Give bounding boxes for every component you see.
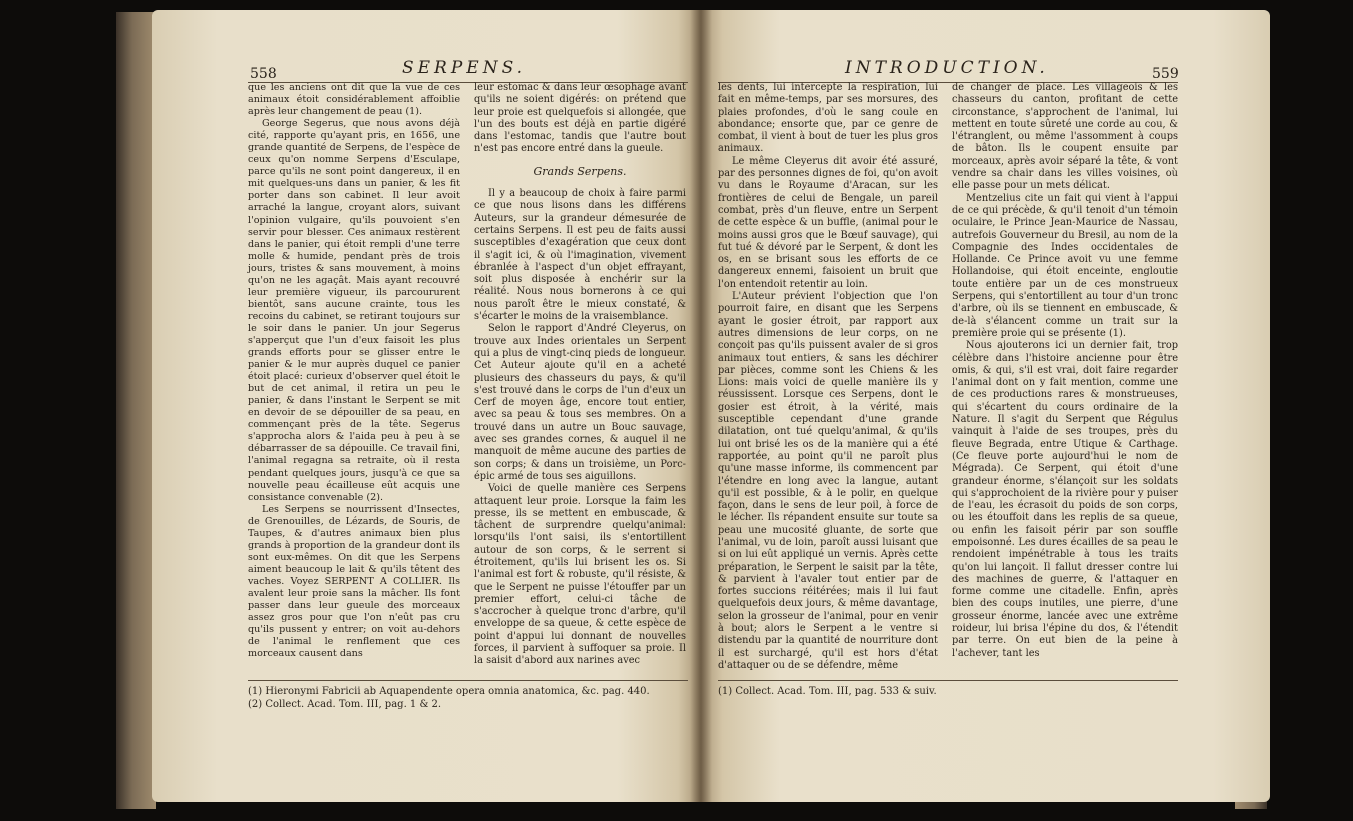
page-number: 559 xyxy=(1152,66,1179,82)
right-column-2 xyxy=(952,82,1178,660)
paragraph: Nous ajouterons ici un dernier fait, trop célèbre dans l'histoire ancienne pour être omis, & qui, s'il est vrai, doit faire regarder l'animal dont on y fait mention, comme une de ces productions rares & monstrueuses, qui s'écartent du cours ordinaire de la Nature. Il s'agit du Serpent que Régulus vainquit à l'aide de ses troupes, près du fleuve Begrada, entre Utique & Carthage. (Ce fleuve porte aujourd'hui le nom de Mégrada). Ce Serpent, qui étoit d'une grandeur énorme, s'élançoit sur les soldats qui s'approchoient de la rivière pour y puiser de l'eau, les écrasoit du poids de son corps, ou les étouffoit dans les replis de sa queue, ou enfin les faisoit périr par son souffle empoisonné. Les dures écailles de sa peau le rendoient impénétrable à tous les traits qu'on lui lançoit. Il fallut dresser contre lui des machines de guerre, & l'attaquer en forme comme une citadelle. Enfin, après bien des coups inutiles, une pierre, d'une grosseur énorme, lancée avec une extrême roideur, lui brisa l'épine du dos, & l'étendit par terre. On eut bien de la peine à l'achever, tant les xyxy=(952,340,1178,659)
running-head: SERPENS. xyxy=(402,58,527,78)
paragraph: Le même Cleyerus dit avoir été assuré, par des personnes dignes de foi, qu'on avoit vu dans le Royaume d'Aracan, sur les frontières de celui de Bengale, un pareil combat, près d'un fleuve, entre un Serpent de cette espèce & un buffle, (animal pour le moins aussi gros que le Bœuf sauvage), qui fut tué & dévoré par le Serpent, & dont les os, en se brisant sous les efforts de ce dangereux ennemi, faisoient un bruit que l'on entendoit retentir au loin. xyxy=(718,155,938,290)
paragraph: Il y a beaucoup de choix à faire parmi ce que nous lisons dans les différens Auteurs, sur la grandeur démesurée de certains Serpens. Il est peu de faits aussi susceptibles d'exagération que ceux dont il s'agit ici, & où l'imagination, vivement ébranlée à l'aspect d'un objet effrayant, soit plus disposée à enchérir sur la réalité. Nous nous bornerons à ce qui nous paroît être le mieux constaté, & s'écarter le moins de la vraisemblance. xyxy=(474,188,686,323)
footnote: (1) Collect. Acad. Tom. III, pag. 533 & suiv. xyxy=(718,686,937,697)
left-page-edges xyxy=(116,12,156,809)
paragraph: les dents, lui intercepte la respiration, lui fait en même-temps, par ses morsures, des plaies profondes, d'où le sang coule en abondance; ensorte que, par ce genre de combat, il vient à bout de tuer les plus gros animaux. xyxy=(718,82,938,155)
running-head: INTRODUCTION. xyxy=(845,58,1049,78)
paragraph: Voici de quelle manière ces Serpens attaquent leur proie. Lorsque la faim les presse, ils se mettent en embuscade, & tâchent de surprendre quelqu'animal: lorsqu'ils l'ont saisi, ils s'entortillent autour de son corps, & le serrent si étroitement, qu'ils lui brisent les os. Si l'animal est fort & robuste, qu'il résiste, & que le Serpent ne puisse l'étouffer par un premier effort, celui-ci tâche de s'accrocher à quelque tronc d'arbre, qu'il enveloppe de sa queue, & cette espèce de point d'appui lui donnant de nouvelles forces, il parvient à suffoquer sa proie. Il la saisit d'abord aux narines avec xyxy=(474,483,686,667)
paragraph: L'Auteur prévient l'objection que l'on pourroit faire, en disant que les Serpens ayant le gosier étroit, par rapport aux autres dimensions de leur corps, on ne conçoit pas qu'ils puissent avaler de si gros animaux tout entiers, & sans les déchirer par pièces, comme sont les Chiens & les Lions: mais voici de quelle manière ils y réussissent. Lorsque ces Serpens, dont le gosier est étroit, à la vérité, mais susceptible cependant d'une grande dilatation, ont tué quelqu'animal, & qu'ils lui ont brisé les os de la manière qui a été rapportée, au point qu'il ne paroît plus qu'une masse informe, ils commencent par l'étendre en long avec la langue, autant qu'il est possible, & à le polir, en quelque façon, dans le sens de leur poil, à force de le lécher. Ils répandent ensuite sur toute sa peau une mucosité gluante, de sorte que l'animal, vu de loin, paroît aussi luisant que si on lui eût appliqué un vernis. Après cette préparation, le Serpent le saisit par la tête, & parvient à l'avaler tout entier par de fortes succions réitérées; mais il lui faut quelquefois deux jours, & même davantage, selon la grosseur de l'animal, pour en venir à bout; alors le Serpent a le ventre si distendu par la quantité de nourriture dont il est surchargé, qu'il est hors d'état d'attaquer ou de se défendre, même xyxy=(718,291,938,671)
paragraph: de changer de place. Les villageois & les chasseurs du canton, profitant de cette circonstance, s'approchent de l'animal, lui mettent en toute sûreté une corde au cou, & l'étranglent, ou même l'assomment à coups de bâton. Ils le coupent ensuite par morceaux, après avoir séparé la tête, & vont vendre sa chair dans les villes voisines, où elle passe pour un mets délicat. xyxy=(952,82,1178,192)
section-heading: Grands Serpens. xyxy=(533,164,627,178)
footnote: (2) Collect. Acad. Tom. III, pag. 1 & 2. xyxy=(248,698,442,710)
paragraph: leur estomac & dans leur œsophage avant qu'ils ne soient digérés: on prétend que leur proie est quelquefois si allongée, que l'un des bouts est déjà en partie digéré dans l'estomac, tandis que l'autre bout n'est pas encore entré dans la gueule. xyxy=(474,82,686,155)
left-column-1 xyxy=(248,82,460,660)
left-column-2 xyxy=(474,82,686,668)
paragraph: que les anciens ont dit que la vue de ces animaux étoit considérablement affoiblie après leur changement de peau (1). xyxy=(248,82,460,118)
footnote: (1) Hieronymi Fabricii ab Aquapendente opera omnia anatomica, &c. pag. 440. xyxy=(248,686,650,697)
footnote-rule xyxy=(248,680,688,681)
paragraph: Selon le rapport d'André Cleyerus, on trouve aux Indes orientales un Serpent qui a plus de vingt-cinq pieds de longueur. Cet Auteur ajoute qu'il en a acheté plusieurs des chasseurs du pays, & qu'il s'est trouvé dans le corps de l'un d'eux un Cerf de moyen âge, encore tout entier, avec sa peau & tous ses membres. On a trouvé dans un autre un Bouc sauvage, avec ses grandes cornes, & auquel il ne manquoit de même aucune des parties de son corps; & dans un troisième, un Porc-épic armé de tous ses aiguillons. xyxy=(474,323,686,482)
paragraph: Les Serpens se nourrissent d'Insectes, de Grenouilles, de Lézards, de Souris, de Taupes, & d'autres animaux bien plus grands à proportion de la grandeur dont ils sont eux-mêmes. On dit que les Serpens aiment beaucoup le lait & qu'ils têtent des vaches. Voyez SERPENT A COLLIER. Ils avalent leur proie sans la mâcher. Ils font passer dans leur gueule des morceaux assez gros pour que l'on n'eût pas cru qu'ils pussent y entrer; on voit au-dehors de l'animal le renflement que ces morceaux causent dans xyxy=(248,503,460,660)
footnote-rule xyxy=(718,680,1178,681)
footnotes xyxy=(718,686,1178,699)
page-number: 558 xyxy=(250,66,277,82)
left-page xyxy=(152,10,700,802)
right-column-1 xyxy=(718,82,938,672)
book-gutter xyxy=(690,10,712,802)
paragraph: Mentzelius cite un fait qui vient à l'appui de ce qui précède, & qu'il tenoit d'un témoin oculaire, le Prince Jean-Maurice de Nassau, autrefois Gouverneur du Bresil, au nom de la Compagnie des Indes occidentales de Hollande. Ce Prince avoit vu une femme Hollandoise, qui étoit enceinte, engloutie toute entière par un de ces monstrueux Serpens, qui s'entortillent au tour d'un tronc d'arbre, où ils se tiennent en embuscade, & de-là s'élancent comme un trait sur la première proie qui se présente (1). xyxy=(952,192,1178,339)
footnotes xyxy=(248,686,688,711)
paragraph: George Segerus, que nous avons déjà cité, rapporte qu'ayant pris, en 1656, une grande quantité de Serpens, de l'espèce de ceux qu'on nomme Serpens d'Esculape, parce qu'ils ne sont point dangereux, il en mit quelques-uns dans un panier, & les fit porter dans son cabinet. Il leur avoit arraché la langue, croyant alors, suivant l'opinion vulgaire, qu'ils pouvoient s'en servir pour blesser. Ces animaux restèrent dans le panier, qui étoit rempli d'une terre molle & humide, pendant près de trois jours, tristes & sans mouvement, à moins qu'on ne les agaçât. Mais ayant recouvré leur première vigueur, ils parcoururent bientôt, sans aucune crainte, tous les recoins du cabinet, se retirant toujours sur le soir dans le panier. Un jour Segerus s'apperçut que l'un d'eux faisoit les plus grands efforts pour se glisser entre le panier & le mur auprès duquel ce panier étoit placé: curieux d'observer quel étoit le but de cet animal, il retira un peu le panier, & dans l'instant le Serpent se mit en devoir de se dépouiller de sa peau, en commençant près de la tête. Segerus s'approcha alors & l'aida peu à peu à se débarrasser de sa dépouille. Ce travail fini, l'animal regagna sa retraite, où il resta pendant quelques jours, jusqu'à ce que sa nouvelle peau écailleuse eût acquis une consistance convenable (2). xyxy=(248,118,460,503)
right-page xyxy=(700,10,1270,802)
